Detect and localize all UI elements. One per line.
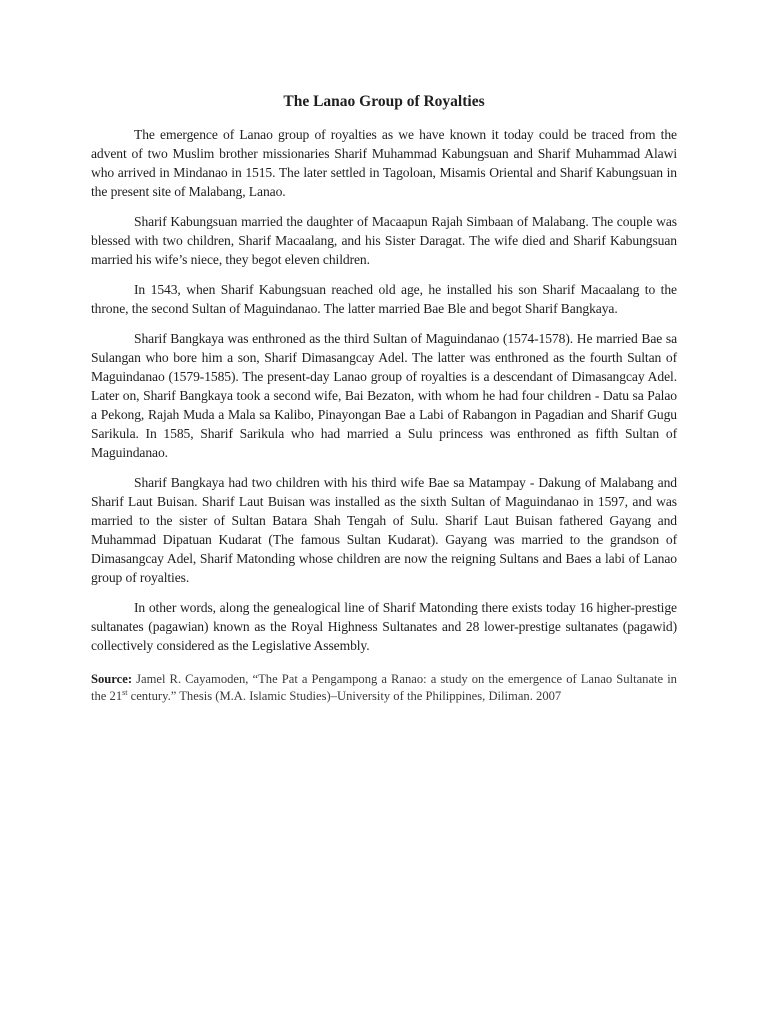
source-citation bbox=[91, 671, 677, 705]
source-author: Jamel R. Cayamoden, bbox=[136, 672, 249, 686]
document-title: The Lanao Group of Royalties bbox=[283, 93, 485, 110]
source-publication-text: century.” Thesis (M.A. Islamic Studies)–University of the Philippines, Diliman. 2007 bbox=[127, 689, 562, 703]
paragraph-4: Sharif Bangkaya was enthroned as the third Sultan of Maguindanao (1574-1578). He married Bae sa Sulangan who bore him a son, Sharif Dimasangcay Adel. The latter was enthroned as the fourth Sultan of Maguindanao (1579-1585). The present-day Lanao group of royalties is a descendant of Dimasangcay Adel. Later on, Sharif Bangkaya took a second wife, Bai Bezaton, with whom he had four children - Datu sa Palao a Pekong, Rajah Muda a Mala sa Kalibo, Pinayongan Bae a Labi of Rabangon in Pagadian and Sharif Gugu Sarikula. In 1585, Sharif Sarikula who had married a Sulu princess was enthroned as fifth Sultan of Maguindanao. bbox=[91, 331, 677, 460]
document-page bbox=[91, 92, 677, 705]
source-superscript: st bbox=[122, 687, 128, 697]
source-label: Source: bbox=[91, 672, 133, 686]
paragraph-5: Sharif Bangkaya had two children with his third wife Bae sa Matampay - Dakung of Malabang and Sharif Laut Buisan. Sharif Laut Buisan was installed as the sixth Sultan of Maguindanao in 1597, and was married to the sister of Sultan Batara Shah Tengah of Sulu. Sharif Laut Buisan fathered Gayang and Muhammad Dipatuan Kudarat (The famous Sultan Kudarat). Gayang was married to the grandson of Dimasangcay Adel, Sharif Matonding whose children are now the reigning Sultans and Baes a labi of Lanao group of royalties. bbox=[91, 475, 677, 585]
source-title-text: “The Pat a Pengampong a Ranao: a study on the emergence of Lanao Sultanate in the 21 bbox=[91, 672, 677, 703]
paragraph-6: In other words, along the genealogical line of Sharif Matonding there exists today 16 higher-prestige sultanates (pagawian) known as the Royal Highness Sultanates and 28 lower-prestige sultanates (pagawid) collectively considered as the Legislative Assembly. bbox=[91, 600, 677, 653]
paragraph-2: Sharif Kabungsuan married the daughter of Macaapun Rajah Simbaan of Malabang. The couple was blessed with two children, Sharif Macaalang, and his Sister Daragat. The wife died and Sharif Kabungsuan married his wife’s niece, they begot eleven children. bbox=[91, 214, 677, 267]
paragraph-3: In 1543, when Sharif Kabungsuan reached old age, he installed his son Sharif Macaalang to the throne, the second Sultan of Maguindanao. The latter married Bae Ble and begot Sharif Bangkaya. bbox=[91, 282, 677, 316]
paragraph-1: The emergence of Lanao group of royalties as we have known it today could be traced from the advent of two Muslim brother missionaries Sharif Muhammad Kabungsuan and Sharif Muhammad Alawi who arrived in Mindanao in 1515. The later settled in Tagoloan, Misamis Oriental and Sharif Kabungsuan in the present site of Malabang, Lanao. bbox=[91, 127, 677, 199]
